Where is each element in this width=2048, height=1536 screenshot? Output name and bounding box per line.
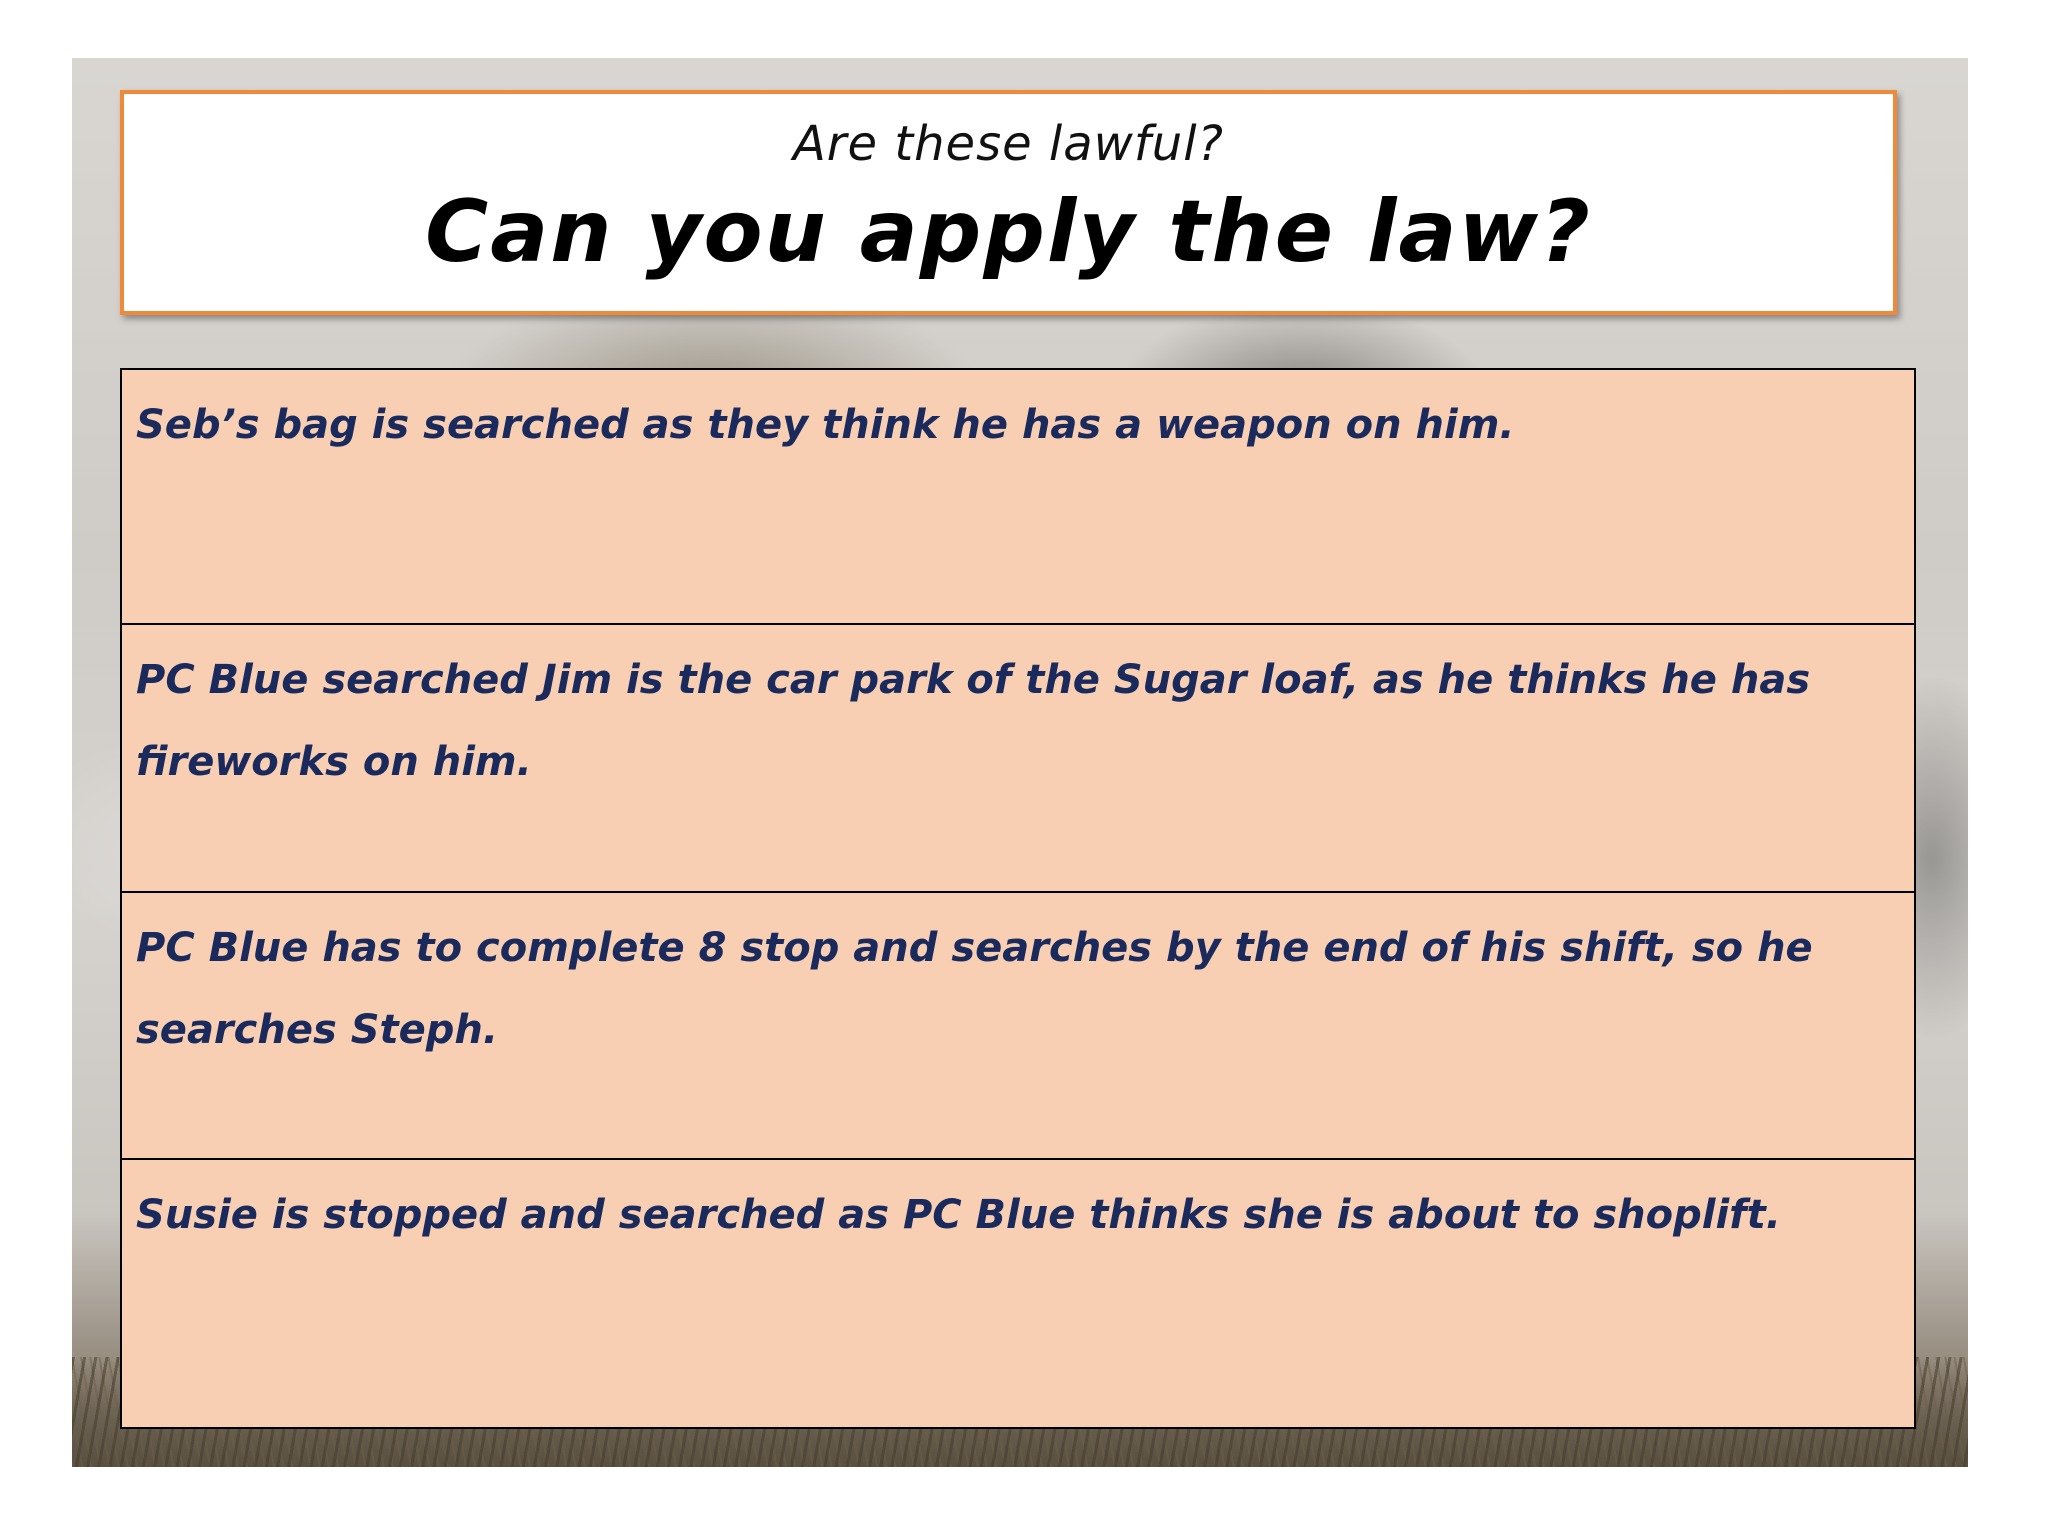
scenario-row-3: PC Blue has to complete 8 stop and searches by the end of his shift, so he searches Steph. (122, 893, 1914, 1160)
scenario-row-4: Susie is stopped and searched as PC Blue thinks she is about to shoplift. (136, 1192, 1781, 1238)
scenario-row-1: Seb’s bag is searched as they think he has a weapon on him. (122, 370, 1914, 625)
slide-title: Can you apply the law? (425, 182, 1592, 282)
scenario-table (120, 368, 1916, 1429)
title-box (120, 90, 1897, 315)
slide-subtitle: Are these lawful? (792, 116, 1225, 172)
scenario-row-2: PC Blue searched Jim is the car park of the Sugar loaf, as he thinks he has fireworks on him. (122, 625, 1914, 893)
slide (72, 58, 1968, 1467)
